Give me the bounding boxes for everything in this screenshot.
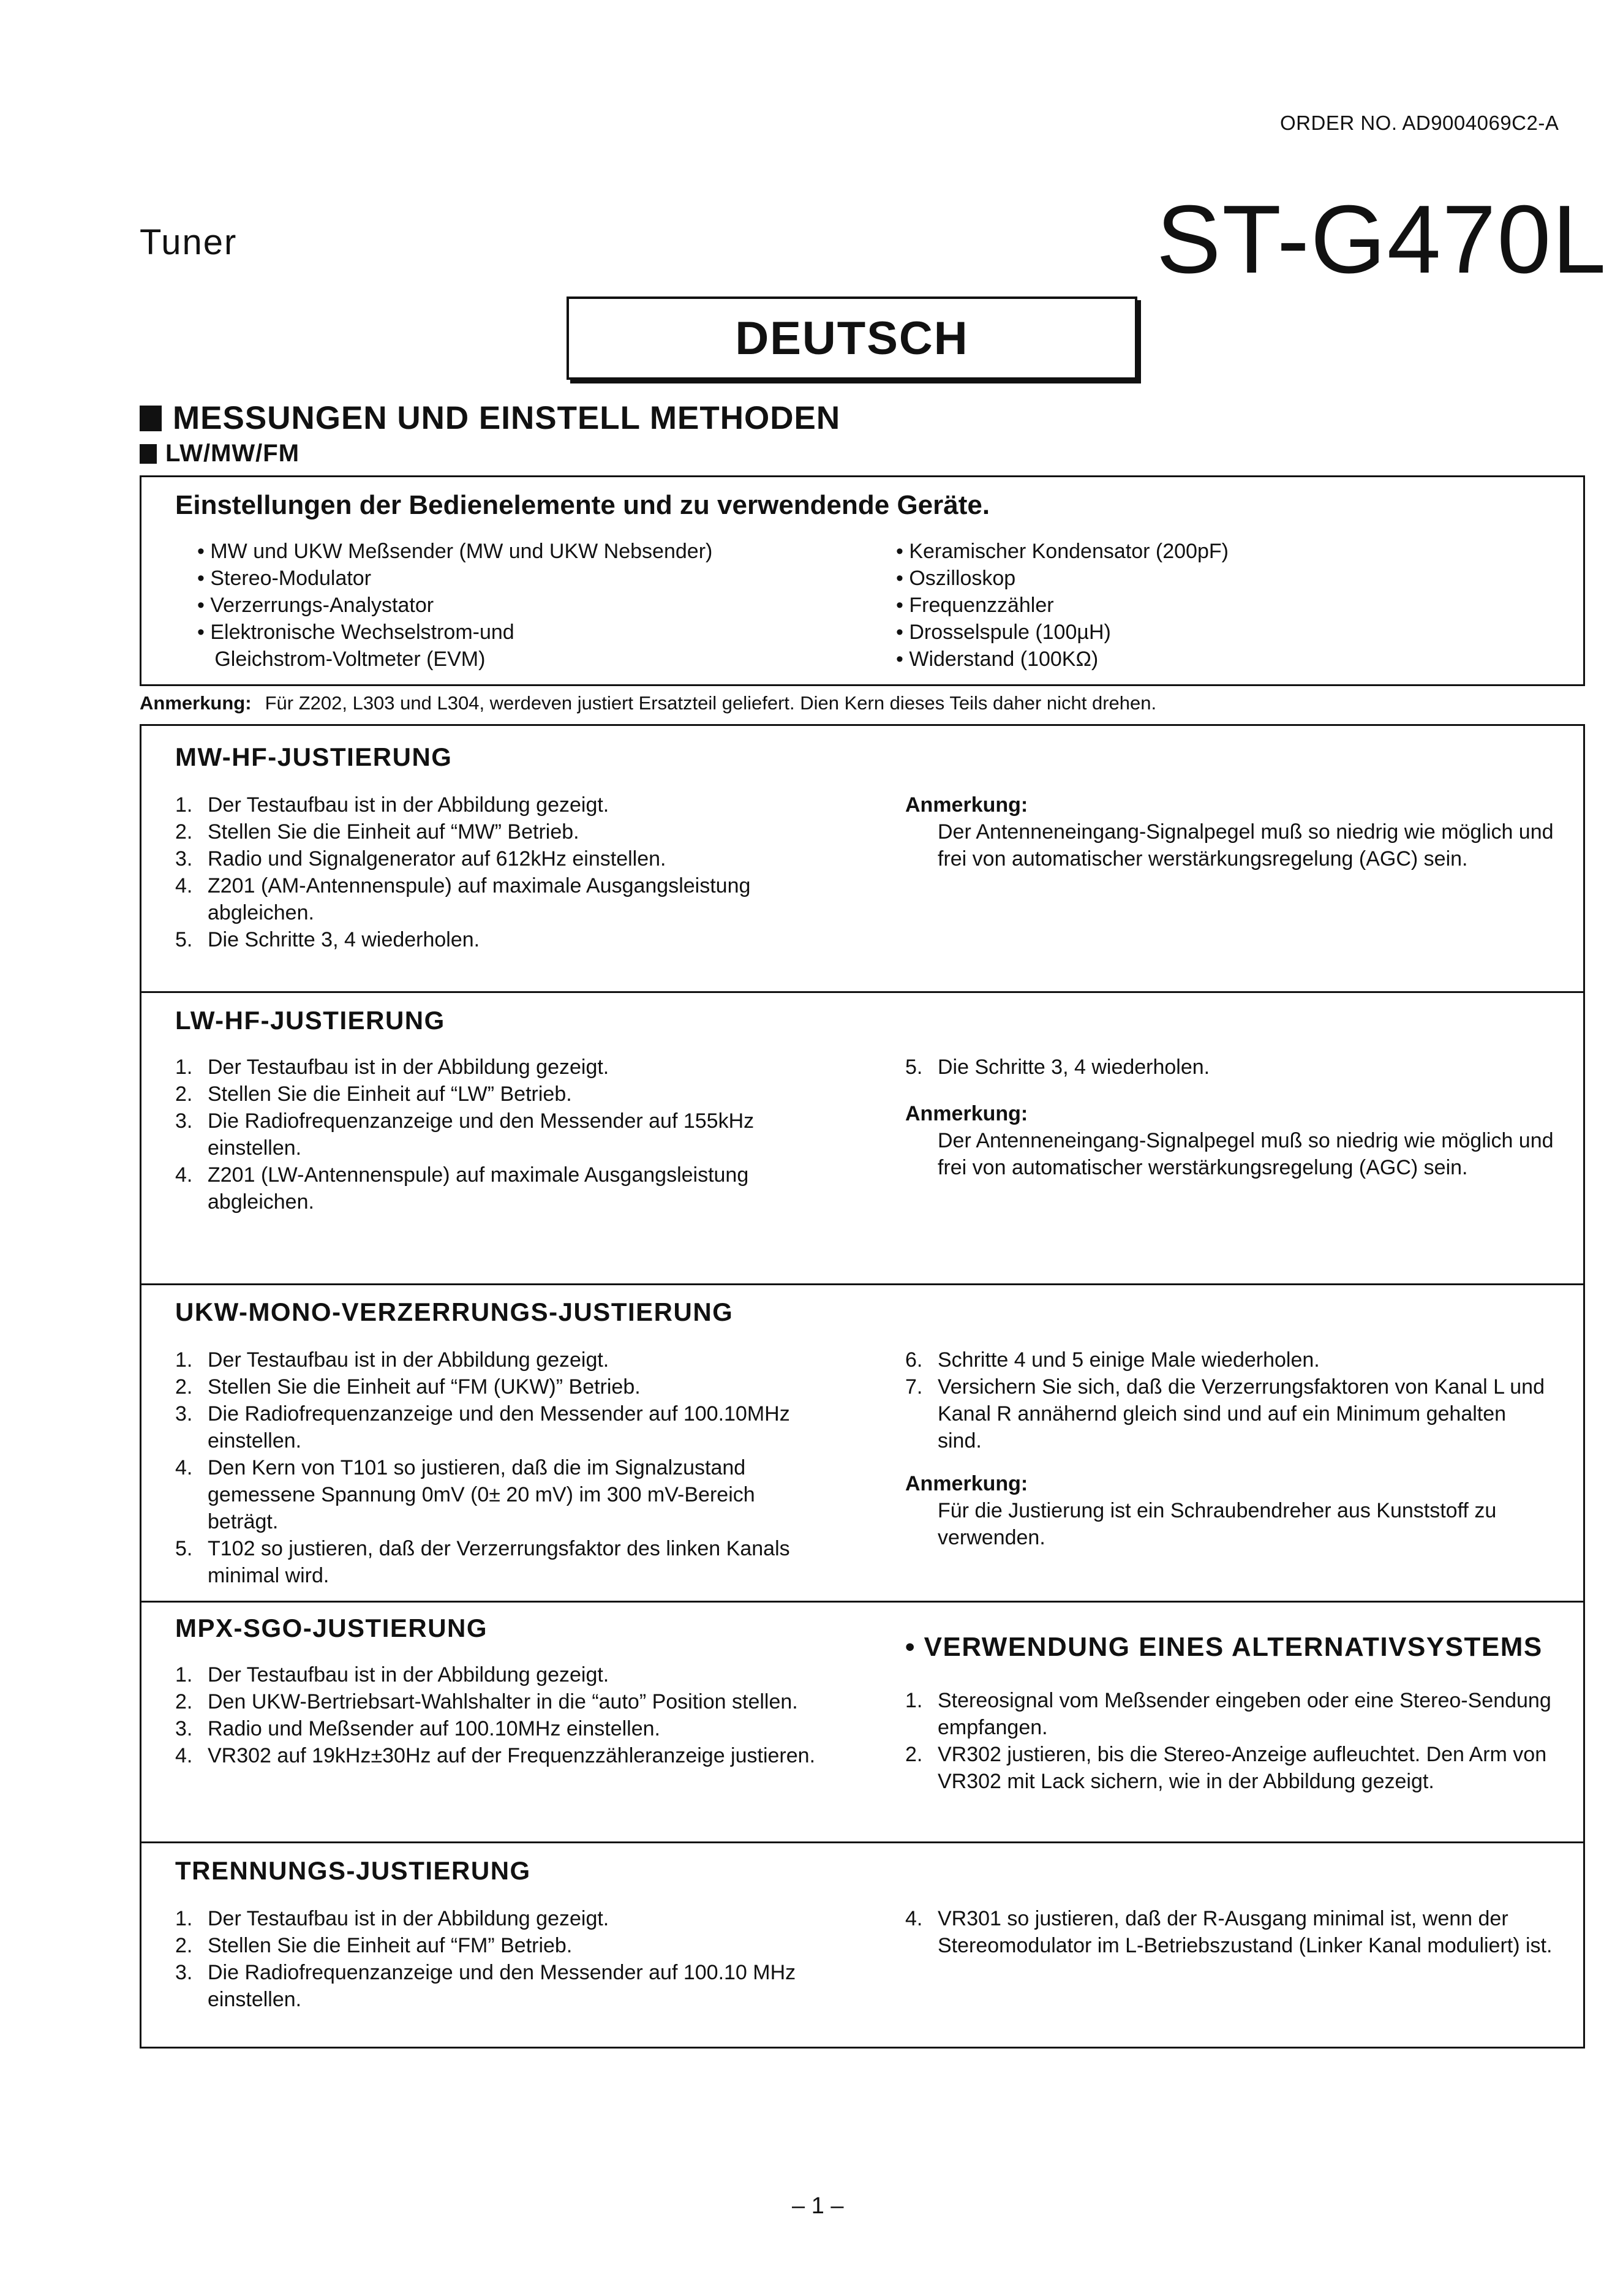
- subsection-heading: [140, 440, 299, 467]
- section-heading: [140, 399, 840, 437]
- equipment-item: • Drosselspule (100µH): [896, 621, 1111, 644]
- ukw-step: 2. Stellen Sie die Einheit auf “FM (UKW)” Betrieb.: [175, 1375, 641, 1399]
- order-number: ORDER NO. AD9004069C2-A: [1280, 111, 1559, 134]
- ukw-steps-right: [905, 1346, 1554, 1454]
- section-divider: [140, 1601, 1585, 1603]
- ukw-step: 4. Den Kern von T101 so justieren, daß die im Signalzustand gemessene Spannung 0mV (0± 20 mV) im 300 mV-Bereich beträgt.: [175, 1456, 755, 1533]
- lw-step: 2. Stellen Sie die Einheit auf “LW” Betrieb.: [175, 1082, 572, 1106]
- equipment-item: Gleichstrom-Voltmeter (EVM): [197, 648, 486, 671]
- note-label: Anmerkung:: [905, 1472, 1028, 1495]
- mpx-step: 3. Radio und Meßsender auf 100.10MHz einstellen.: [175, 1717, 660, 1740]
- mpx-step: 1. Der Testaufbau ist in der Abbildung gezeigt.: [175, 1663, 609, 1686]
- equipment-list-right: [896, 538, 1229, 673]
- lw-step: 1. Der Testaufbau ist in der Abbildung gezeigt.: [175, 1055, 609, 1079]
- note-text: Der Antenneneingang-Signalpegel muß so niedrig wie möglich und frei von automatischer werstärkungsregelung (AGC) sein.: [938, 1129, 1554, 1179]
- mw-step: 4. Z201 (AM-Antennenspule) auf maximale Ausgangsleistung abgleichen.: [175, 874, 751, 924]
- equipment-item: • MW und UKW Meßsender (MW und UKW Nebsender): [197, 540, 713, 563]
- trennung-step: 1. Der Testaufbau ist in der Abbildung gezeigt.: [175, 1907, 609, 1930]
- remark-label: Anmerkung:: [140, 692, 252, 714]
- note-label: Anmerkung:: [905, 1102, 1028, 1125]
- language-label: DEUTSCH: [735, 312, 969, 364]
- subsection-title: LW/MW/FM: [165, 440, 300, 467]
- ukw-step: 1. Der Testaufbau ist in der Abbildung gezeigt.: [175, 1348, 609, 1372]
- alternative-system-title: • VERWENDUNG EINES ALTERNATIVSYSTEMS: [905, 1632, 1543, 1662]
- section-title: MESSUNGEN UND EINSTELL METHODEN: [173, 400, 841, 436]
- mw-note: [905, 791, 1554, 872]
- equipment-item: • Keramischer Kondensator (200pF): [896, 540, 1229, 563]
- mpx-step: 4. VR302 auf 19kHz±30Hz auf der Frequenzzähleranzeige justieren.: [175, 1744, 816, 1767]
- ukw-step: 5. T102 so justieren, daß der Verzerrungsfaktor des linken Kanals minimal wird.: [175, 1537, 790, 1587]
- ukw-note: [905, 1470, 1554, 1551]
- lw-steps: [175, 1054, 824, 1215]
- mw-step: 5. Die Schritte 3, 4 wiederholen.: [175, 928, 480, 951]
- mpx-steps: [175, 1661, 824, 1769]
- alt-step: 2. VR302 justieren, bis die Stereo-Anzeige aufleuchtet. Den Arm von VR302 mit Lack sichern, wie in der Abbildung gezeigt.: [905, 1743, 1547, 1793]
- ukw-steps: [175, 1346, 824, 1589]
- equipment-item: • Stereo-Modulator: [197, 567, 372, 590]
- note-text: Der Antenneneingang-Signalpegel muß so niedrig wie möglich und frei von automatischer werstärkungsregelung (AGC) sein.: [938, 820, 1554, 870]
- mw-title: MW-HF-JUSTIERUNG: [175, 742, 453, 771]
- ukw-step: 7. Versichern Sie sich, daß die Verzerrungsfaktoren von Kanal L und Kanal R annähernd gleich sind und auf ein Minimum gehalten sind.: [905, 1375, 1545, 1452]
- lw-steps-right: [905, 1054, 1554, 1081]
- mw-steps: [175, 791, 824, 953]
- square-bullet-icon: [140, 406, 162, 431]
- mw-step: 1. Der Testaufbau ist in der Abbildung gezeigt.: [175, 793, 609, 817]
- remark-text: Für Z202, L303 und L304, werdeven justiert Ersatzteil geliefert. Dien Kern dieses Teils daher nicht drehen.: [265, 692, 1157, 714]
- ukw-step: 3. Die Radiofrequenzanzeige und den Messender auf 100.10MHz einstellen.: [175, 1402, 790, 1452]
- model-number: ST-G470L: [1156, 186, 1608, 293]
- product-category: Tuner: [140, 222, 238, 262]
- equipment-item: • Verzerrungs-Analystator: [197, 594, 434, 617]
- section-divider: [140, 1841, 1585, 1843]
- ukw-title: UKW-MONO-VERZERRUNGS-JUSTIERUNG: [175, 1297, 734, 1326]
- alt-step: 1. Stereosignal vom Meßsender eingeben oder eine Stereo-Sendung empfangen.: [905, 1689, 1551, 1739]
- trennung-title: TRENNUNGS-JUSTIERUNG: [175, 1856, 531, 1885]
- lw-step: 5. Die Schritte 3, 4 wiederholen.: [905, 1055, 1210, 1079]
- lw-note: [905, 1100, 1554, 1181]
- mpx-step: 2. Den UKW-Bertriebsart-Wahlshalter in die “auto” Position stellen.: [175, 1690, 798, 1713]
- section-divider: [140, 991, 1585, 993]
- note-label: Anmerkung:: [905, 793, 1028, 817]
- note-text: Für die Justierung ist ein Schraubendreher aus Kunststoff zu verwenden.: [938, 1499, 1497, 1549]
- equipment-item: • Frequenzzähler: [896, 594, 1054, 617]
- equipment-item: • Widerstand (100KΩ): [896, 648, 1099, 671]
- lw-step: 4. Z201 (LW-Antennenspule) auf maximale Ausgangsleistung abgleichen.: [175, 1163, 749, 1214]
- section-divider: [140, 1283, 1585, 1285]
- language-box: [567, 296, 1137, 380]
- lw-step: 3. Die Radiofrequenzanzeige und den Messender auf 155kHz einstellen.: [175, 1109, 755, 1160]
- mpx-title: MPX-SGO-JUSTIERUNG: [175, 1614, 488, 1642]
- trennung-step: 3. Die Radiofrequenzanzeige und den Messender auf 100.10 MHz einstellen.: [175, 1961, 796, 2011]
- equipment-list-left: [197, 538, 712, 673]
- trennung-step: 4. VR301 so justieren, daß der R-Ausgang minimal ist, wenn der Stereomodulator im L-Betriebszustand (Linker Kanal moduliert) ist.: [905, 1907, 1553, 1957]
- mw-step: 3. Radio und Signalgenerator auf 612kHz einstellen.: [175, 847, 666, 870]
- page-number: – 1 –: [792, 2193, 844, 2219]
- mw-step: 2. Stellen Sie die Einheit auf “MW” Betrieb.: [175, 820, 579, 844]
- trennung-steps: [175, 1905, 824, 2013]
- equipment-item: • Elektronische Wechselstrom-und: [197, 621, 514, 644]
- alternative-system-steps: [905, 1687, 1554, 1795]
- general-remark: [140, 692, 1156, 714]
- equipment-item: • Oszilloskop: [896, 567, 1016, 590]
- trennung-step: 2. Stellen Sie die Einheit auf “FM” Betrieb.: [175, 1934, 573, 1957]
- ukw-step: 6. Schritte 4 und 5 einige Male wiederholen.: [905, 1348, 1320, 1372]
- lw-title: LW-HF-JUSTIERUNG: [175, 1006, 445, 1035]
- trennung-steps-right: [905, 1905, 1554, 1959]
- square-bullet-icon: [140, 444, 157, 464]
- equipment-title: Einstellungen der Bedienelemente und zu verwendende Geräte.: [175, 490, 990, 520]
